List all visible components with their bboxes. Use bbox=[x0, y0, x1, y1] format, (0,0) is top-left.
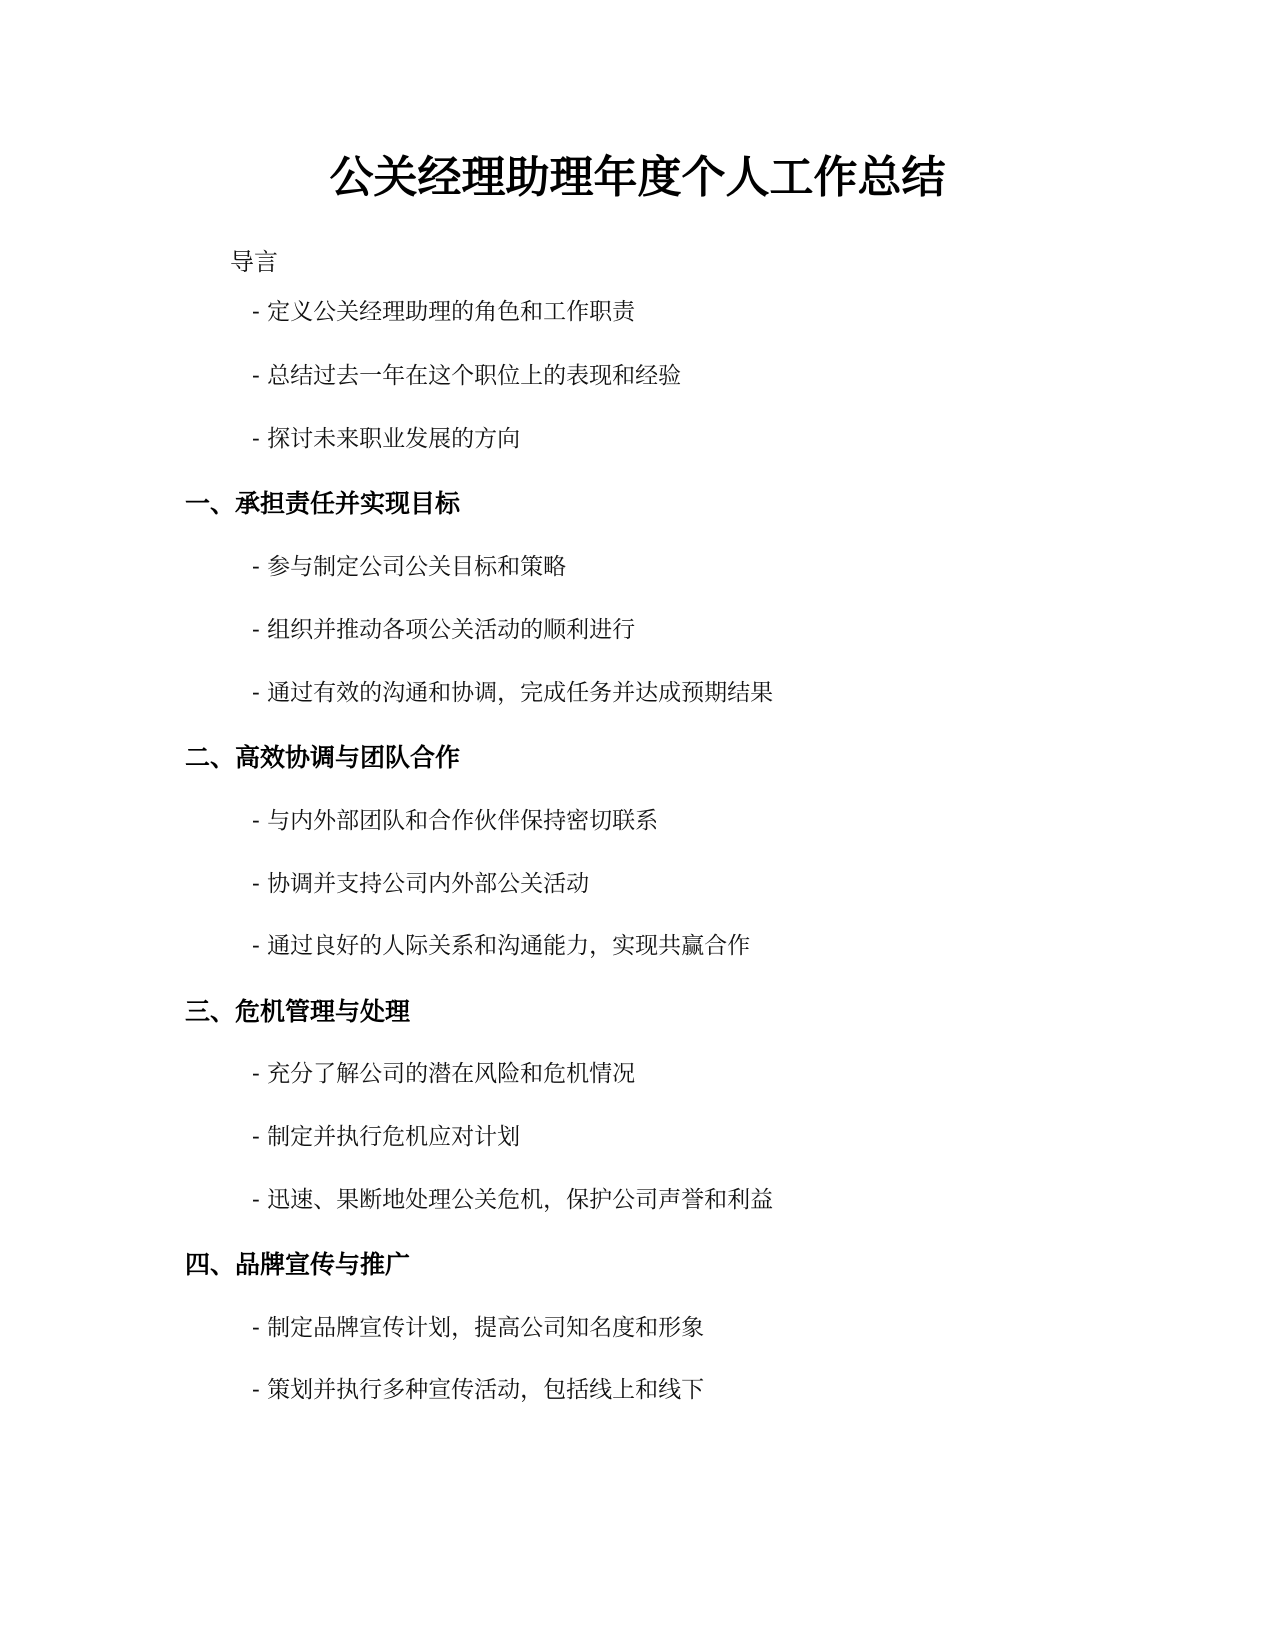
section-3-item: - 制定并执行危机应对计划 bbox=[252, 1124, 521, 1150]
section-4-item: - 策划并执行多种宣传活动，包括线上和线下 bbox=[252, 1377, 705, 1403]
section-2-item: - 通过良好的人际关系和沟通能力，实现共赢合作 bbox=[252, 933, 751, 959]
section-1-item: - 参与制定公司公关目标和策略 bbox=[252, 554, 567, 580]
section-2-item: - 协调并支持公司内外部公关活动 bbox=[252, 871, 590, 897]
section-heading-3: 三、危机管理与处理 bbox=[185, 997, 411, 1026]
section-heading-2: 二、高效协调与团队合作 bbox=[185, 743, 461, 772]
section-4-item: - 制定品牌宣传计划，提高公司知名度和形象 bbox=[252, 1315, 705, 1341]
intro-item: - 定义公关经理助理的角色和工作职责 bbox=[252, 299, 636, 325]
section-2-item: - 与内外部团队和合作伙伴保持密切联系 bbox=[252, 808, 659, 834]
section-heading-1: 一、承担责任并实现目标 bbox=[185, 489, 461, 518]
intro-item: - 探讨未来职业发展的方向 bbox=[252, 426, 521, 452]
intro-label: 导言 bbox=[230, 248, 278, 276]
page-title: 公关经理助理年度个人工作总结 bbox=[329, 152, 946, 203]
section-3-item: - 充分了解公司的潜在风险和危机情况 bbox=[252, 1061, 636, 1087]
section-3-item: - 迅速、果断地处理公关危机，保护公司声誉和利益 bbox=[252, 1187, 774, 1213]
section-1-item: - 组织并推动各项公关活动的顺利进行 bbox=[252, 617, 636, 643]
intro-item: - 总结过去一年在这个职位上的表现和经验 bbox=[252, 363, 682, 389]
section-1-item: - 通过有效的沟通和协调，完成任务并达成预期结果 bbox=[252, 680, 774, 706]
section-heading-4: 四、品牌宣传与推广 bbox=[185, 1250, 411, 1279]
